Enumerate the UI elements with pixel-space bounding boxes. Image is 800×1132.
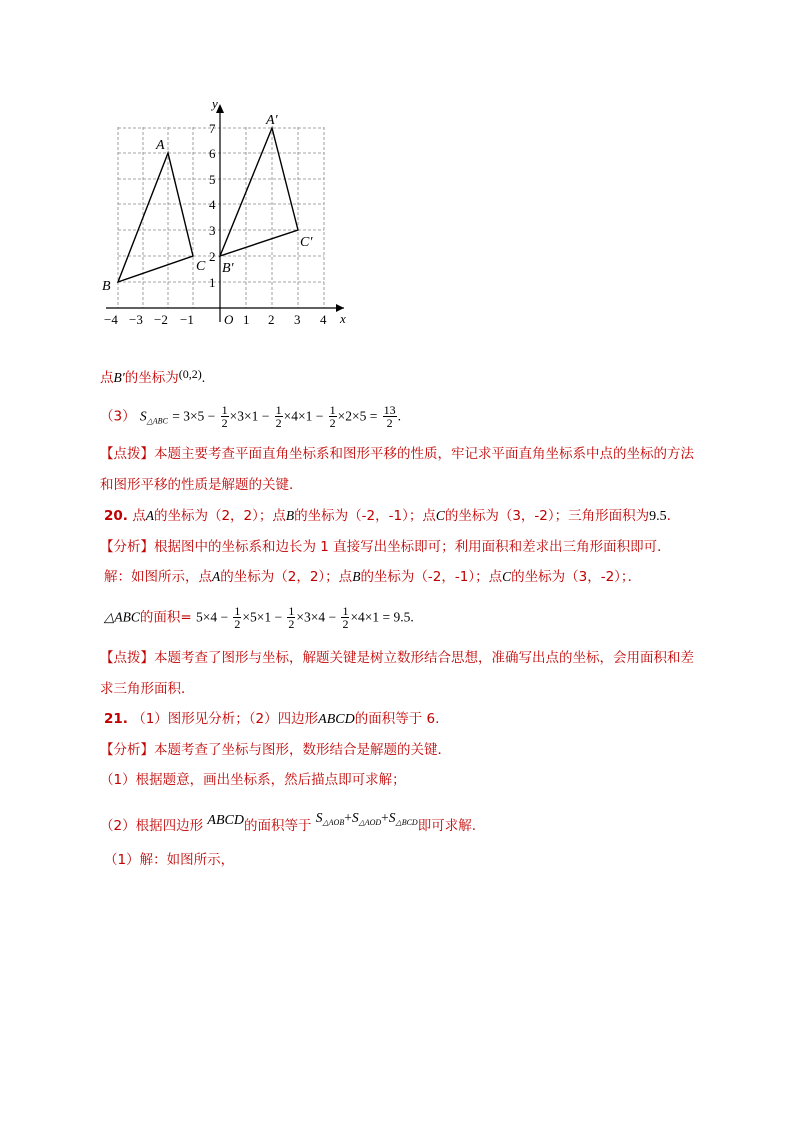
triangle-abc-translated	[220, 128, 298, 256]
y-tick: 1	[209, 275, 216, 290]
fraction: $\frac{1}{2}$	[234, 604, 241, 631]
point-c-label: C	[196, 259, 206, 274]
axes	[106, 106, 344, 322]
tip-paragraph-2-cont: 求三角形面积．	[100, 681, 195, 697]
tip-paragraph-1: 【点拨】本题主要考查平面直角坐标系和图形平移的性质，牢记求平面直角坐标系中点的坐标的方法	[100, 446, 694, 462]
line-area-abc: （3） $S_{\triangle ABC} = 3\times 5$ − $\frac{1}{2}$ ×3×1 − $\frac{1}{2}$ ×4×1 − $\frac{1}{2}$ ×2×5 = $\frac{13}{2}$ .	[100, 403, 402, 430]
x-tick: 3	[294, 312, 301, 327]
question-21-answer: 21. （1）图形见分析；（2）四边形ABCD的面积等于 6.	[104, 711, 440, 727]
x-tick: −2	[154, 312, 168, 327]
point-a-prime-label: A′	[266, 113, 278, 128]
x-tick: 2	[268, 312, 275, 327]
y-axis-label: y	[212, 96, 218, 111]
origin-label: O	[224, 312, 234, 327]
y-tick: 5	[209, 172, 216, 187]
analysis-21-step-2: （2）根据四边形 ABCD的面积等于 $S_{\triangle AOB}+S_{\triangle AOD}+S_{\triangle BCD}$即可求解.	[100, 810, 476, 834]
x-tick: −1	[180, 312, 194, 327]
tip-paragraph-2: 【点拨】本题考查了图形与坐标，解题关键是树立数形结合思想，准确写出点的坐标，会用面积和差	[100, 650, 694, 666]
area-20: △ABC的面积= 5×4 − $\frac{1}{2}$ ×5×1 − $\frac{1}{2}$ ×3×4 − $\frac{1}{2}$ ×4×1 = 9.5.	[104, 604, 414, 631]
y-tick: 6	[209, 146, 216, 161]
fraction: $\frac{1}{2}$	[329, 403, 336, 430]
line-b-prime-coord: 点B′的坐标为(0,2).	[100, 367, 206, 386]
x-tick: −4	[104, 312, 118, 327]
analysis-21: 【分析】本题考查了坐标与图形，数形结合是解题的关键．	[100, 742, 451, 758]
solution-20: 解：如图所示，点A的坐标为（2，2）；点B的坐标为（-2，-1）；点C的坐标为（3，-2）；．	[104, 569, 642, 585]
analysis-20: 【分析】根据图中的坐标系和边长为 1 直接写出坐标即可；利用面积和差求出三角形面积即可．	[100, 539, 671, 555]
x-tick: 4	[320, 312, 327, 327]
fraction: $\frac{1}{2}$	[221, 403, 228, 430]
point-a-label: A	[156, 138, 165, 153]
y-tick: 4	[209, 197, 216, 212]
solution-21: （1）解：如图所示，	[104, 852, 235, 868]
x-tick: −3	[129, 312, 143, 327]
fraction: $\frac{1}{2}$	[275, 403, 282, 430]
triangle-abc	[118, 153, 193, 282]
fraction: $\frac{1}{2}$	[288, 604, 295, 631]
point-b-label: B	[102, 279, 111, 294]
tip-paragraph-1-cont: 和图形平移的性质是解题的关键．	[100, 477, 303, 493]
fraction: $\frac{1}{2}$	[342, 604, 349, 631]
x-axis-label: x	[340, 311, 346, 326]
fraction: $\frac{13}{2}$	[383, 403, 396, 430]
y-tick: 2	[209, 249, 216, 264]
point-b-prime-label: B′	[222, 261, 234, 276]
x-tick: 1	[243, 312, 250, 327]
y-tick: 7	[209, 121, 216, 136]
question-20-answer: 20. 点A的坐标为（2，2）；点B的坐标为（-2，-1）；点C的坐标为（3，-2）；三角形面积为9.5.	[104, 508, 671, 524]
analysis-21-step-1: （1）根据题意，画出坐标系，然后描点即可求解；	[100, 772, 406, 788]
coordinate-graph	[96, 92, 366, 334]
grid	[118, 127, 324, 308]
point-c-prime-label: C′	[300, 235, 313, 250]
y-tick: 3	[209, 223, 216, 238]
